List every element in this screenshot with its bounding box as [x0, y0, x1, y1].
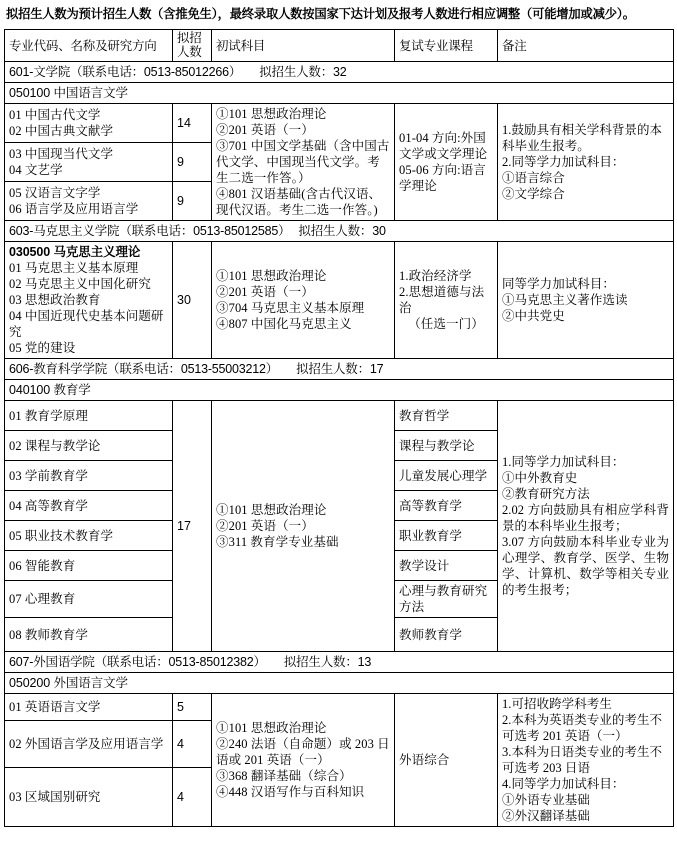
- subjects-cell: [212, 104, 395, 221]
- direction-cell: [5, 182, 173, 221]
- header-remark: 备注: [498, 30, 674, 62]
- header-quota-line1: 拟招: [177, 31, 202, 46]
- direction-cell: 07 心理教育: [5, 581, 173, 618]
- subject-item: ①101 思想政治理论: [216, 503, 327, 518]
- notice-text: 拟招生人数为预计招生人数（含推免生），最终录取人数按国家下达计划及报考人数进行相应调整（可能增加或减少）。: [6, 7, 635, 21]
- table-row: [5, 104, 674, 143]
- direction-item: 02 中国古典文献学: [9, 124, 114, 139]
- direction-cell: 02 课程与教学论: [5, 431, 173, 461]
- header-retest: 复试专业课程: [395, 30, 498, 62]
- direction-cell: 06 智能教育: [5, 551, 173, 581]
- college-name-607: 607-外国语学院（联系电话：0513-85012382）: [9, 655, 266, 670]
- direction-cell: 08 教师教育学: [5, 618, 173, 652]
- retest-cell: [395, 242, 498, 359]
- subject-item: ④807 中国化马克思主义: [216, 317, 352, 332]
- major-band-050200: [5, 673, 674, 694]
- quota-cell: 17: [173, 401, 212, 652]
- direction-item: 01 马克思主义基本原理: [9, 261, 139, 276]
- remark-item: 同等学力加试科目：: [502, 277, 615, 292]
- college-name-606: 606-教育科学学院（联系电话：0513-55003212）: [9, 362, 279, 377]
- college-quota-label-603: 拟招生人数：: [298, 224, 373, 239]
- remark-item: 1.鼓励具有相关学科背景的本科毕业生报考。: [502, 123, 663, 154]
- retest-item: 01-04 方向:外国文学或文学理论: [399, 131, 488, 162]
- major-band-050100: [5, 83, 674, 104]
- remark-cell: [498, 104, 674, 221]
- direction-cell: 02 外国语言学及应用语言学: [5, 721, 173, 768]
- direction-item: 02 马克思主义中国化研究: [9, 277, 151, 292]
- subject-item: ④801 汉语基础(含古代汉语、现代汉语。考生二选一作答。): [216, 187, 382, 218]
- direction-item: 01 中国古代文学: [9, 108, 101, 123]
- retest-item: 05-06 方向:语言学理论: [399, 163, 486, 194]
- major-name-050200: 050200 外国语言文学: [5, 673, 674, 694]
- college-quota-value-603: 30: [372, 224, 386, 239]
- college-name-601: 601-文学院（联系电话：0513-85012266）: [9, 65, 242, 80]
- remark-item: ②中共党史: [502, 309, 565, 324]
- direction-item: 03 中国现当代文学: [9, 147, 114, 162]
- table-row: [5, 694, 674, 721]
- retest-item: 1.政治经济学: [399, 269, 472, 284]
- direction-cell: 03 区域国别研究: [5, 768, 173, 827]
- direction-item: 03 思想政治教育: [9, 293, 101, 308]
- retest-cell: 外语综合: [395, 694, 498, 827]
- direction-cell: 05 职业技术教育学: [5, 521, 173, 551]
- quota-cell: 4: [173, 768, 212, 827]
- remark-item: ①语言综合: [502, 171, 565, 186]
- remark-item: ①外语专业基础: [502, 793, 590, 808]
- direction-cell: 01 教育学原理: [5, 401, 173, 431]
- remark-item: 1.可招收跨学科考生: [502, 697, 612, 712]
- direction-cell: 04 高等教育学: [5, 491, 173, 521]
- header-subjects: 初试科目: [212, 30, 395, 62]
- quota-cell: 30: [173, 242, 212, 359]
- direction-cell: [5, 143, 173, 182]
- subject-item: ②201 英语（一）: [216, 519, 314, 534]
- college-quota-label-606: 拟招生人数：: [296, 362, 370, 377]
- college-band-text: [5, 62, 674, 83]
- remark-item: 4.同等学力加试科目：: [502, 777, 625, 792]
- remark-item: 3.07 方向鼓励本科毕业专业为心理学、教育学、医学、生物学、计算机、数学等相关专业的考生报考；: [502, 535, 669, 598]
- direction-cell: 01 英语语言文学: [5, 694, 173, 721]
- major-name-030500: 030500 马克思主义理论: [9, 245, 141, 260]
- major-band-040100: [5, 380, 674, 401]
- direction-cell: [5, 242, 173, 359]
- college-band-603: [5, 221, 674, 242]
- retest-cell: 教师教育学: [395, 618, 498, 652]
- major-name-050100: 050100 中国语言文学: [5, 83, 674, 104]
- subjects-cell: [212, 694, 395, 827]
- remark-item: 2.02 方向鼓励具有相应学科背景的本科毕业生报考；: [502, 503, 669, 534]
- subject-item: ②201 英语（一）: [216, 123, 314, 138]
- remark-item: ②教育研究方法: [502, 487, 590, 502]
- subject-item: ③704 马克思主义基本原理: [216, 301, 365, 316]
- remark-item: 1.同等学力加试科目：: [502, 455, 625, 470]
- remark-item: 2.同等学力加试科目：: [502, 155, 625, 170]
- major-name-040100: 040100 教育学: [5, 380, 674, 401]
- direction-item: 04 中国近现代史基本问题研究: [9, 309, 164, 340]
- subject-item: ①101 思想政治理论: [216, 107, 327, 122]
- subject-item: ③311 教育学专业基础: [216, 535, 339, 550]
- college-band-text: [5, 652, 674, 673]
- quota-cell: 9: [173, 182, 212, 221]
- subject-item: ②201 英语（一）: [216, 285, 314, 300]
- college-band-text: [5, 359, 674, 380]
- retest-item: （任选一门）: [408, 317, 484, 332]
- retest-cell: 职业教育学: [395, 521, 498, 551]
- college-band-606: [5, 359, 674, 380]
- quota-cell: 9: [173, 143, 212, 182]
- direction-cell: 03 学前教育学: [5, 461, 173, 491]
- subjects-cell: [212, 242, 395, 359]
- table-row: [5, 242, 674, 359]
- quota-cell: 14: [173, 104, 212, 143]
- retest-cell: 课程与教学论: [395, 431, 498, 461]
- retest-item: 2.思想道德与法治: [399, 285, 485, 316]
- remark-cell: [498, 694, 674, 827]
- college-band-607: [5, 652, 674, 673]
- college-band-text: [5, 221, 674, 242]
- remark-item: ①马克思主义著作选读: [502, 293, 628, 308]
- direction-item: 05 汉语言文字学: [9, 186, 101, 201]
- quota-cell: 5: [173, 694, 212, 721]
- remark-item: ①中外教育史: [502, 471, 578, 486]
- subject-item: ①101 思想政治理论: [216, 721, 327, 736]
- remark-item: 2.本科为英语类专业的考生不可选考 201 英语（一）: [502, 713, 663, 744]
- college-band-601: [5, 62, 674, 83]
- table-row: [5, 401, 674, 431]
- remark-cell: [498, 401, 674, 652]
- subject-item: ①101 思想政治理论: [216, 269, 327, 284]
- direction-item: 06 语言学及应用语言学: [9, 202, 139, 217]
- retest-cell: 教学设计: [395, 551, 498, 581]
- retest-cell: 心理与教育研究方法: [395, 581, 498, 618]
- remark-item: ②文学综合: [502, 187, 565, 202]
- remark-cell: [498, 242, 674, 359]
- remark-item: ②外汉翻译基础: [502, 809, 590, 824]
- retest-cell: 教育哲学: [395, 401, 498, 431]
- header-direction: 专业代码、名称及研究方向: [5, 30, 173, 62]
- subject-item: ③368 翻译基础（综合）: [216, 769, 352, 784]
- college-quota-value-607: 13: [357, 655, 372, 670]
- direction-cell: [5, 104, 173, 143]
- admissions-table: [4, 29, 674, 827]
- remark-item: 3.本科为日语类专业的考生不可选考 203 日语: [502, 745, 663, 776]
- retest-cell: 高等教育学: [395, 491, 498, 521]
- quota-cell: 4: [173, 721, 212, 768]
- college-quota-label-607: 拟招生人数：: [283, 655, 358, 670]
- direction-item: 04 文艺学: [9, 163, 63, 178]
- subject-item: ④448 汉语写作与百科知识: [216, 785, 365, 800]
- college-quota-label-601: 拟招生人数：: [259, 65, 334, 80]
- header-quota: [173, 30, 212, 62]
- retest-cell: [395, 104, 498, 221]
- subject-item: ③701 中国文学基础（含中国古代文学、中国现当代文学。考生二选一作答。）: [216, 139, 390, 186]
- header-quota-line2: 人数: [177, 44, 202, 59]
- direction-item: 05 党的建设: [9, 341, 76, 356]
- college-quota-value-601: 32: [333, 65, 347, 80]
- subjects-cell: [212, 401, 395, 652]
- retest-cell: 儿童发展心理学: [395, 461, 498, 491]
- college-quota-value-606: 17: [369, 362, 384, 377]
- subject-item: ②240 法语（自命题）或 203 日语或 201 英语（一）: [216, 737, 390, 768]
- table-header-row: [5, 30, 674, 62]
- college-name-603: 603-马克思主义学院（联系电话：0513-85012585）: [9, 224, 291, 239]
